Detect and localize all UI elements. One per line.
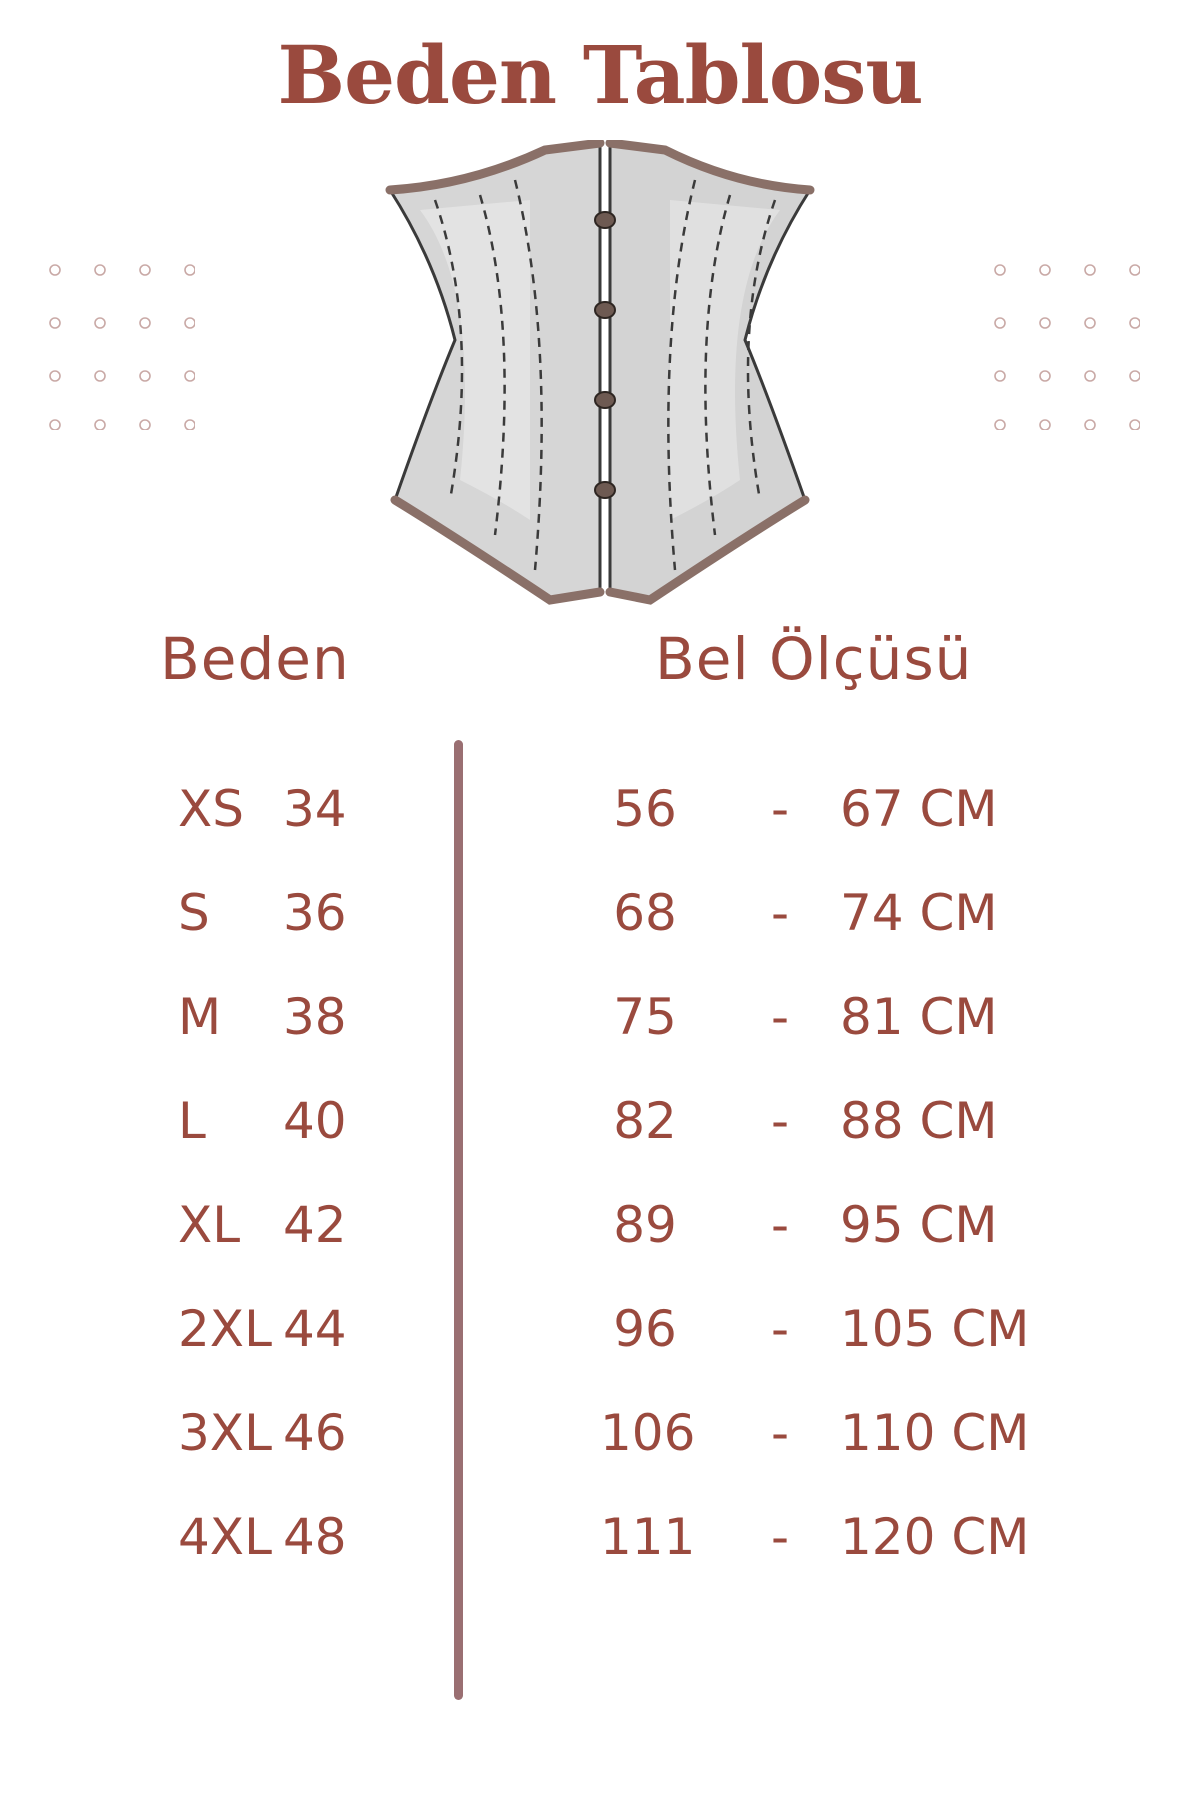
table-row xyxy=(0,1300,1200,1404)
waist-min: 68 xyxy=(613,884,677,942)
waist-min: 111 xyxy=(600,1508,696,1566)
waist-max: 88 CM xyxy=(840,1092,998,1150)
size-label: M xyxy=(178,988,222,1046)
size-number: 48 xyxy=(283,1508,347,1566)
table-row xyxy=(0,780,1200,884)
waist-max: 74 CM xyxy=(840,884,998,942)
table-row xyxy=(0,1196,1200,1300)
size-label: 4XL xyxy=(178,1508,272,1566)
size-number: 44 xyxy=(283,1300,347,1358)
column-header-waist: Bel Ölçüsü xyxy=(655,625,973,693)
size-label: 2XL xyxy=(178,1300,272,1358)
table-row xyxy=(0,1508,1200,1612)
waist-min: 106 xyxy=(600,1404,696,1462)
range-separator: - xyxy=(770,1508,790,1566)
size-label: XS xyxy=(178,780,244,838)
size-number: 40 xyxy=(283,1092,347,1150)
waist-min: 96 xyxy=(613,1300,677,1358)
size-label: XL xyxy=(178,1196,241,1254)
waist-min: 75 xyxy=(613,988,677,1046)
size-number: 36 xyxy=(283,884,347,942)
range-separator: - xyxy=(770,1404,790,1462)
size-number: 46 xyxy=(283,1404,347,1462)
table-row xyxy=(0,988,1200,1092)
range-separator: - xyxy=(770,1196,790,1254)
range-separator: - xyxy=(770,1092,790,1150)
corset-illustration xyxy=(380,140,820,610)
size-label: 3XL xyxy=(178,1404,272,1462)
page-title: Beden Tablosu xyxy=(277,28,923,122)
column-header-size: Beden xyxy=(160,625,350,693)
size-number: 42 xyxy=(283,1196,347,1254)
waist-max: 95 CM xyxy=(840,1196,998,1254)
waist-min: 89 xyxy=(613,1196,677,1254)
decorative-dot-grid-right xyxy=(990,260,1140,430)
size-label: S xyxy=(178,884,210,942)
size-label: L xyxy=(178,1092,206,1150)
waist-max: 105 CM xyxy=(840,1300,1030,1358)
waist-max: 81 CM xyxy=(840,988,998,1046)
waist-max: 110 CM xyxy=(840,1404,1030,1462)
decorative-dot-grid-left xyxy=(45,260,195,430)
size-number: 38 xyxy=(283,988,347,1046)
range-separator: - xyxy=(770,1300,790,1358)
size-number: 34 xyxy=(283,780,347,838)
range-separator: - xyxy=(770,884,790,942)
table-row xyxy=(0,884,1200,988)
table-row xyxy=(0,1404,1200,1508)
waist-max: 67 CM xyxy=(840,780,998,838)
waist-min: 56 xyxy=(613,780,677,838)
size-table xyxy=(0,780,1200,1612)
range-separator: - xyxy=(770,988,790,1046)
waist-min: 82 xyxy=(613,1092,677,1150)
table-row xyxy=(0,1092,1200,1196)
waist-max: 120 CM xyxy=(840,1508,1030,1566)
range-separator: - xyxy=(770,780,790,838)
